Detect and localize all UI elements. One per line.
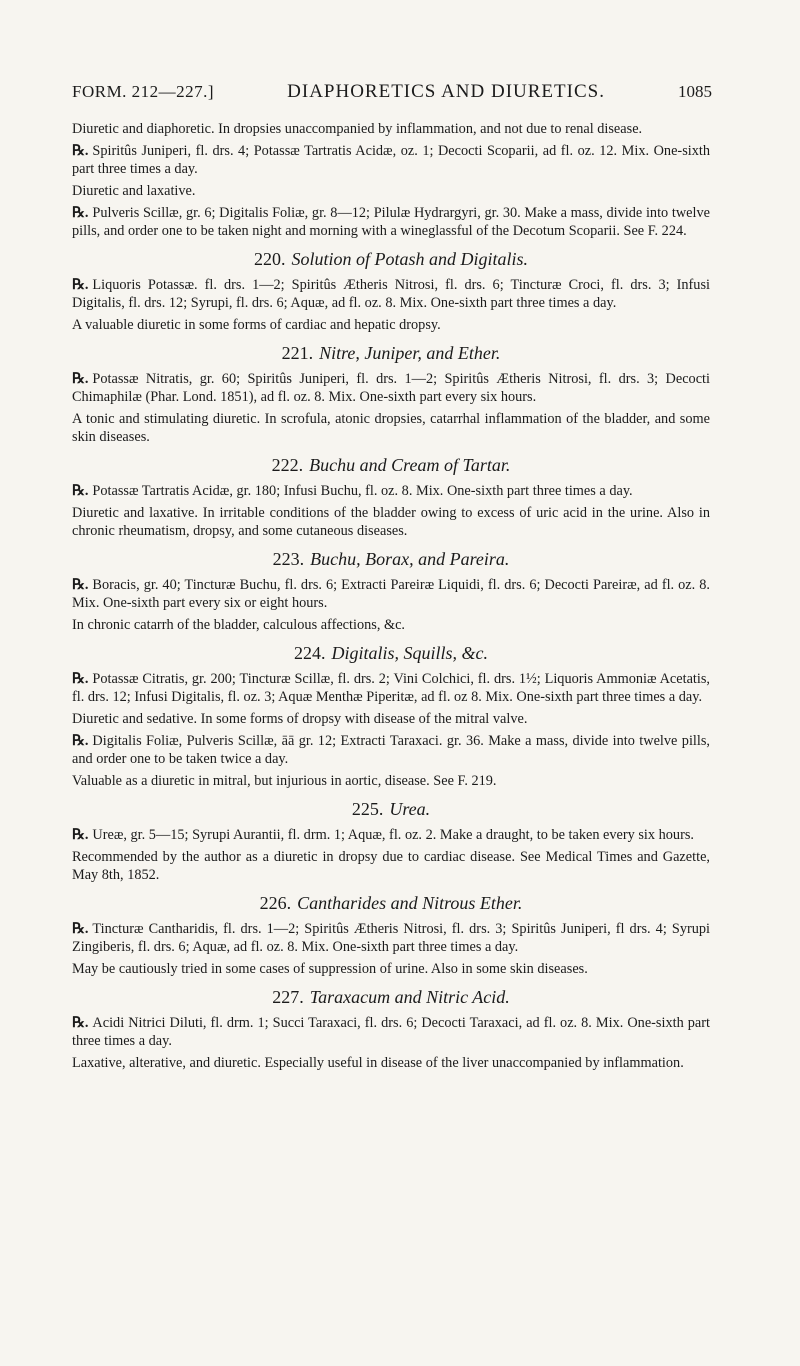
formula-title: Buchu and Cream of Tartar. [309,455,511,475]
indication [72,772,710,790]
formula-section [72,344,710,446]
rx-symbol: ℞. [72,277,89,293]
prescription [72,482,710,500]
formula-section [72,456,710,540]
rx-symbol: ℞. [72,921,89,937]
indication-text: Diuretic and laxative. In irritable conditions of the bladder owing to excess of uric acid in the urine. Also in chronic rheumatism, dropsy, and some cutaneous diseases. [72,505,710,539]
intro-use [72,120,710,138]
prescription [72,920,710,956]
formula-heading [72,456,710,474]
running-header [72,75,712,109]
formula-title: Nitre, Juniper, and Ether. [319,343,501,363]
running-title: DIAPHORETICS AND DIURETICS. [287,81,605,102]
prescription [72,1014,710,1050]
formula-section [72,250,710,334]
indication [72,504,710,540]
rx-symbol: ℞. [72,671,89,687]
rx-symbol: ℞. [72,733,89,749]
formula-heading [72,988,710,1006]
intro-text: Pulveris Scillæ, gr. 6; Digitalis Foliæ, gr. 8—12; Pilulæ Hydrargyri, gr. 30. Make a mass, divide into twelve pills, and order one to be taken night and morning with a wineglassful of the Decotum Scoparii. See F. 224. [72,205,710,239]
prescription-text: Digitalis Foliæ, Pulveris Scillæ, āā gr. 12; Extracti Taraxaci. gr. 36. Make a mass, divide into twelve pills, and order one to be taken twice a day. [72,733,710,767]
formula-title: Digitalis, Squills, &c. [331,643,488,663]
prescription-text: Tincturæ Cantharidis, fl. drs. 1—2; Spiritûs Ætheris Nitrosi, fl. drs. 3; Spiritûs Juniperi, fl drs. 4; Syrupi Zingiberis, fl. drs. 6; Aquæ, ad fl. oz. 8. Mix. One-sixth part three times a day. [72,921,710,955]
intro-rx [72,142,710,178]
formula-title: Buchu, Borax, and Pareira. [310,549,510,569]
indication-text: Diuretic and sedative. In some forms of dropsy with disease of the mitral valve. [72,711,528,727]
formula-number: 221. [281,343,314,363]
indication-text: Laxative, alterative, and diuretic. Especially useful in disease of the liver unaccompanied by inflammation. [72,1055,684,1071]
formula-number: 227. [272,987,304,1007]
page-body [72,120,710,1076]
indication [72,710,710,728]
formula-number: 220. [253,249,286,269]
indication-text: Valuable as a diuretic in mitral, but injurious in aortic, disease. See F. 219. [72,773,497,789]
formula-section [72,800,710,884]
prescription-text: Acidi Nitrici Diluti, fl. drm. 1; Succi Taraxaci, fl. drs. 6; Decocti Taraxaci, ad fl. oz. 8. Mix. One-sixth part three times a day. [72,1015,710,1049]
prescription [72,670,710,706]
formula-heading [72,250,710,268]
prescription-text: Potassæ Citratis, gr. 200; Tincturæ Scillæ, fl. drs. 2; Vini Colchici, fl. drs. 1½; Liquoris Ammoniæ Acetatis, fl. drs. 12; Infusi Digitalis, fl. oz. 3; Aquæ Menthæ Piperitæ, ad fl. oz 8. Mix. One-sixth part three times a day. [72,671,710,705]
formula-section [72,988,710,1072]
rx-symbol: ℞. [72,371,89,387]
formula-number: 223. [272,549,305,569]
formula-title: Urea. [389,799,431,819]
prescription-text: Potassæ Tartratis Acidæ, gr. 180; Infusi Buchu, fl. oz. 8. Mix. One-sixth part three times a day. [92,483,633,499]
prescription-text: Boracis, gr. 40; Tincturæ Buchu, fl. drs. 6; Extracti Pareiræ Liquidi, fl. drs. 6; Decocti Pareiræ, ad fl. oz. 8. Mix. One-sixth part every six or eight hours. [72,577,710,611]
prescription [72,276,710,312]
form-range: FORM. 212—227.] [72,82,215,101]
formula-section [72,550,710,634]
indication [72,616,710,634]
formula-title: Cantharides and Nitrous Ether. [297,893,523,913]
rx-symbol: ℞. [72,483,89,499]
formula-section [72,644,710,790]
intro-rx [72,204,710,240]
rx-symbol: ℞. [72,577,89,593]
rx-symbol: ℞. [72,827,89,843]
indication [72,410,710,446]
formula-section [72,894,710,978]
formula-title: Taraxacum and Nitric Acid. [309,987,510,1007]
rx-symbol: ℞. [72,1015,89,1031]
prescription [72,370,710,406]
indication-text: A valuable diuretic in some forms of cardiac and hepatic dropsy. [72,317,441,333]
intro-text: Spiritûs Juniperi, fl. drs. 4; Potassæ Tartratis Acidæ, oz. 1; Decocti Scoparii, ad fl. oz. 12. Mix. One-sixth part three times a day. [72,143,710,177]
formula-heading [72,550,710,568]
prescription [72,576,710,612]
intro-text: Diuretic and diaphoretic. In dropsies unaccompanied by inflammation, and not due to renal disease. [72,121,643,137]
prescription [72,826,710,844]
formula-list [72,250,710,1072]
rx-symbol: ℞. [72,143,89,159]
formula-number: 224. [293,643,326,663]
indication-text: May be cautiously tried in some cases of suppression of urine. Also in some skin diseases. [72,961,588,977]
intro-use [72,182,710,200]
indication [72,1054,710,1072]
formula-heading [72,344,710,362]
indication-text: A tonic and stimulating diuretic. In scrofula, atonic dropsies, catarrhal inflammation of the bladder, and some skin diseases. [72,411,710,445]
indication [72,848,710,884]
indication-text: In chronic catarrh of the bladder, calculous affections, &c. [72,617,406,633]
prescription [72,732,710,768]
prescription-text: Potassæ Nitratis, gr. 60; Spiritûs Juniperi, fl. drs. 1—2; Spiritûs Ætheris Nitrosi, fl. drs. 3; Decocti Chimaphilæ (Phar. Lond. 1851), ad fl. oz. 8. Mix. One-sixth part every six hours. [72,371,710,405]
prescription-text: Liquoris Potassæ. fl. drs. 1—2; Spiritûs Ætheris Nitrosi, fl. drs. 6; Tincturæ Croci, fl. drs. 3; Infusi Digitalis, fl. drs. 12; Syrupi, fl. drs. 6; Aquæ, ad fl. oz. 8. Mix. One-sixth part three times a day. [72,277,710,311]
formula-heading [72,800,710,818]
rx-symbol: ℞. [72,205,89,221]
formula-heading [72,894,710,912]
formula-number: 222. [271,455,304,475]
formula-title: Solution of Potash and Digitalis. [291,249,528,269]
indication [72,960,710,978]
formula-number: 226. [259,893,292,913]
indication-text: Recommended by the author as a diuretic in dropsy due to cardiac disease. See Medical Times and Gazette, May 8th, 1852. [72,849,710,883]
prescription-text: Ureæ, gr. 5—15; Syrupi Aurantii, fl. drm. 1; Aquæ, fl. oz. 2. Make a draught, to be taken every six hours. [92,827,694,843]
formula-heading [72,644,710,662]
page-number: 1085 [678,82,712,101]
formula-number: 225. [351,799,384,819]
indication [72,316,710,334]
intro-text: Diuretic and laxative. [72,183,196,199]
